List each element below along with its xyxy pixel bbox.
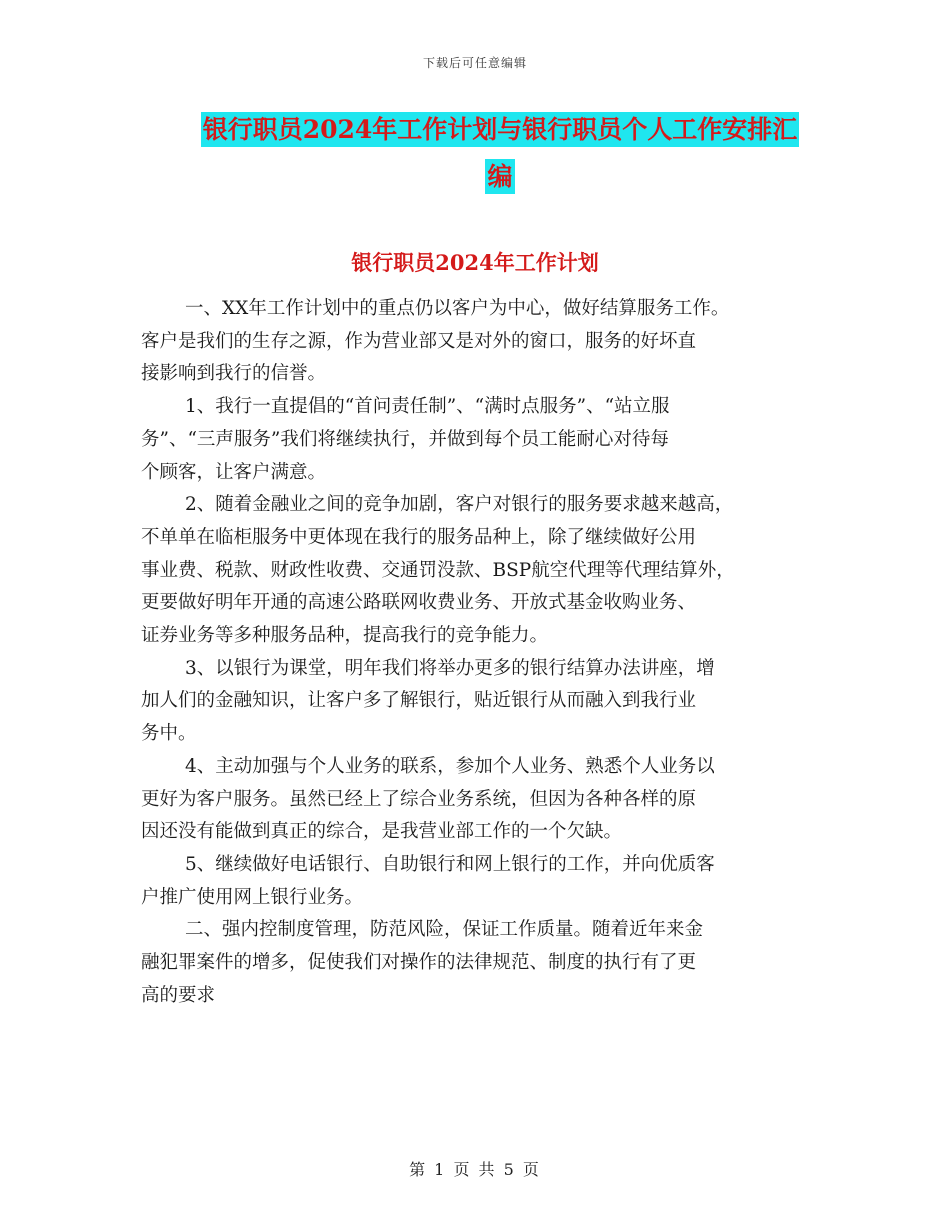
document-title (140, 112, 860, 194)
paragraph (141, 914, 821, 1012)
title-line-1: 银行职员2024年工作计划与银行职员个人工作安排汇 (201, 112, 800, 147)
page-header: 下载后可任意编辑 (422, 56, 527, 70)
paragraph-line: 二、强内控制度管理，防范风险，保证工作质量。随着近年来金 (185, 919, 704, 941)
paragraph-line: 1、我行一直提倡的“首问责任制”、“满时点服务”、“站立服 (185, 396, 670, 418)
paragraph (141, 489, 821, 653)
paragraph-line: 接影响到我行的信誉。 (141, 363, 327, 385)
paragraph-line: 事业费、税款、财政性收费、交通罚没款、BSP航空代理等代理结算外， (141, 559, 735, 581)
paragraph-line: 务中。 (141, 723, 197, 745)
paragraph (141, 849, 821, 914)
paragraph-line: 高的要求 (141, 984, 216, 1006)
paragraph-line: 一、XX年工作计划中的重点仍以客户为中心，做好结算服务工作。 (185, 298, 730, 319)
paragraph-line: 不单单在临柜服务中更体现在我行的服务品种上，除了继续做好公用 (141, 526, 697, 548)
paragraph-line: 因还没有能做到真正的综合，是我营业部工作的一个欠缺。 (141, 821, 623, 843)
paragraph-line: 个顾客，让客户满意。 (141, 461, 327, 483)
paragraph-line: 加人们的金融知识，让客户多了解银行，贴近银行从而融入到我行业 (141, 690, 697, 712)
title-line-2: 编 (485, 159, 514, 194)
paragraph-line: 3、以银行为课堂，明年我们将举办更多的银行结算办法讲座，增 (185, 657, 715, 679)
paragraph-line: 融犯罪案件的增多，促使我们对操作的法律规范、制度的执行有了更 (141, 952, 697, 974)
section-subtitle: 银行职员2024年工作计划 (351, 250, 599, 275)
paragraph-line: 证券业务等多种服务品种，提高我行的竞争能力。 (141, 625, 549, 647)
page-footer: 第 1 页 共 5 页 (409, 1160, 541, 1179)
paragraph-line: 更好为客户服务。虽然已经上了综合业务系统，但因为各种各样的原 (141, 788, 697, 810)
paragraph-line: 2、随着金融业之间的竞争加剧，客户对银行的服务要求越来越高， (185, 494, 734, 516)
paragraph-line: 务”、“三声服务”我们将继续执行，并做到每个员工能耐心对待每 (141, 428, 669, 450)
paragraph (141, 751, 821, 849)
paragraph-line: 客户是我们的生存之源，作为营业部又是对外的窗口，服务的好坏直 (141, 330, 697, 352)
paragraph-line: 4、主动加强与个人业务的联系，参加个人业务、熟悉个人业务以 (185, 755, 715, 777)
paragraph-line: 更要做好明年开通的高速公路联网收费业务、开放式基金收购业务、 (141, 592, 697, 614)
document-body (141, 293, 821, 1012)
paragraph-line: 户推广使用网上银行业务。 (141, 886, 364, 908)
paragraph (141, 391, 821, 489)
paragraph (141, 653, 821, 751)
paragraph (141, 293, 821, 391)
paragraph-line: 5、继续做好电话银行、自助银行和网上银行的工作，并向优质客 (185, 853, 715, 875)
